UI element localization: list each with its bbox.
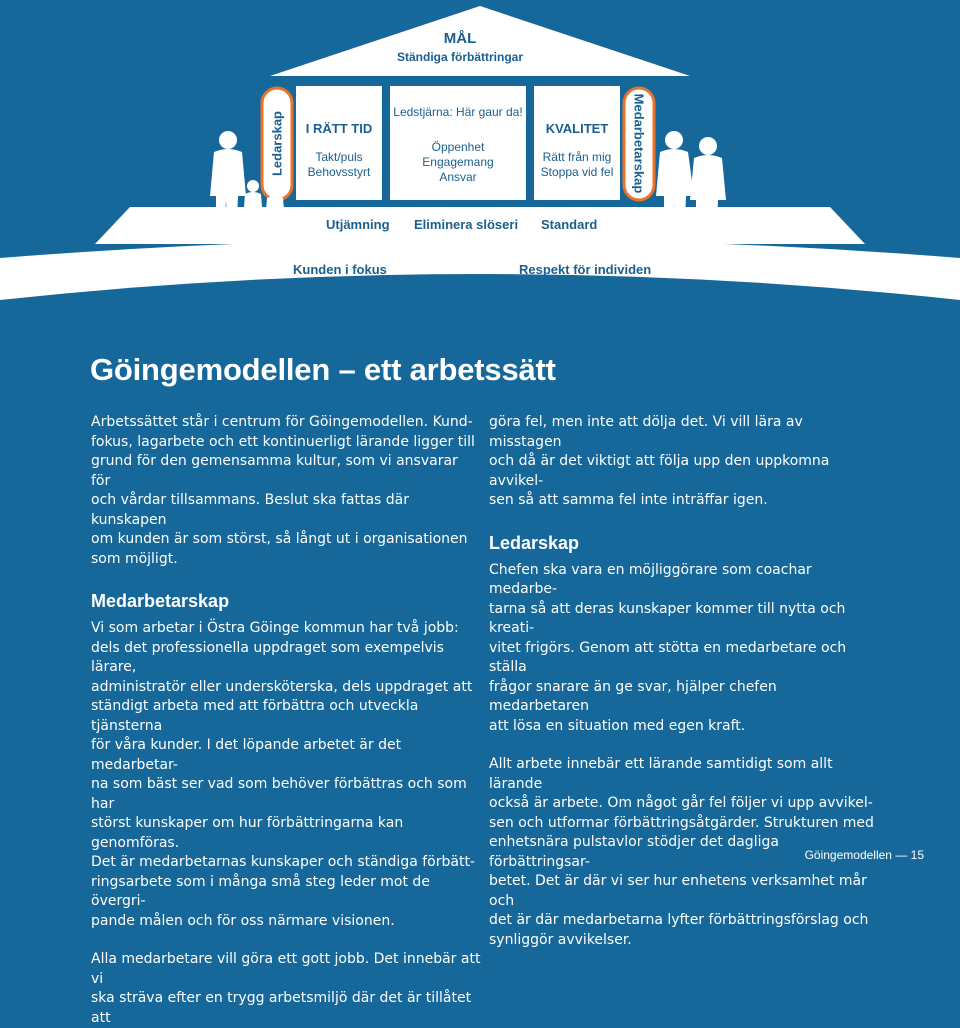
- text-line: tarna så att deras kunskaper kommer till nytta och kreati-: [489, 600, 846, 636]
- medarbetarskap-paragraph: [91, 619, 481, 931]
- roof-goal: [360, 30, 560, 65]
- text-line: enhetsnära pulstavlor stödjer det dagliga förbättringsar-: [489, 834, 779, 870]
- text-line: betet. Det är där vi ser hur enhetens verksamhet mår och: [489, 873, 867, 909]
- text-line: sen och utformar förbättringsåtgärder. Strukturen med: [489, 814, 874, 831]
- text-line: vitet frigörs. Genom att stötta en medarbetare och ställa: [489, 639, 847, 675]
- foundation-item: Standard: [541, 217, 598, 232]
- base-item: Kunden i fokus: [293, 262, 387, 277]
- pillar-kvalitet: [532, 121, 622, 180]
- pillar-line: Ansvar: [439, 170, 477, 184]
- text-line: Alla medarbetare vill göra ett gott jobb. Det innebär att vi: [91, 951, 481, 987]
- foundation-item: Utjämning: [326, 217, 390, 232]
- section-heading-ledarskap: Ledarskap: [489, 532, 580, 553]
- text-line: ringsarbete som i många små steg leder mot de övergri-: [91, 873, 430, 909]
- text-line: för våra kunder. I det löpande arbetet är det medarbetar-: [91, 737, 402, 773]
- text-line: och vårdar tillsammans. Beslut ska fattas där kunskapen: [91, 492, 410, 528]
- pillar-heading: I RÄTT TID: [305, 121, 373, 136]
- text-line: och då är det viktigt att följa upp den uppkomna avvikel-: [489, 453, 830, 489]
- article-title: Göingemodellen – ett arbetssätt: [90, 352, 556, 387]
- text-line: grund för den gemensamma kultur, som vi ansvarar för: [91, 453, 458, 489]
- text-line: störst kunskaper om hur förbättringarna kan genomföras.: [91, 815, 404, 851]
- ledarskap-paragraph: [489, 561, 879, 737]
- text-line: Allt arbete innebär ett lärande samtidigt som allt lärande: [489, 756, 833, 792]
- text-line: pande målen och för oss närmare visionen.: [91, 912, 395, 929]
- base-item: Respekt för individen: [519, 262, 652, 277]
- pillar-line: Behovsstyrt: [307, 165, 371, 179]
- left-column: [91, 413, 481, 1028]
- pillar-line: Stoppa vid fel: [540, 165, 614, 179]
- pillar-line: Rätt från mig: [542, 150, 612, 164]
- text-line: också är arbete. Om något går fel följer vi upp avvikel-: [489, 795, 873, 811]
- text-line: dels det professionella uppdraget som exempelvis lärare,: [91, 639, 444, 675]
- pillar-label-medarbetarskap: Medarbetarskap: [631, 93, 647, 194]
- text-line: synliggör avvikelser.: [489, 931, 632, 948]
- intro-paragraph: [91, 413, 481, 569]
- text-line: det är där medarbetarna lyfter förbättringsförslag och: [489, 912, 869, 928]
- pillar-line: Takt/puls: [315, 150, 363, 164]
- pillar-heading: KVALITET: [545, 121, 609, 136]
- medarbetarskap-paragraph-2: [91, 950, 481, 1028]
- text-line: fokus, lagarbete och ett kontinuerligt lärande ligger till: [91, 433, 475, 450]
- text-line: na som bäst ser vad som behöver förbättras och som har: [91, 776, 467, 812]
- pillar-i-ratt-tid: [296, 121, 382, 180]
- section-heading-medarbetarskap: Medarbetarskap: [91, 591, 230, 611]
- page-footer: Göingemodellen — 15: [804, 848, 924, 862]
- text-line: om kunden är som störst, så långt ut i organisationen: [91, 531, 468, 547]
- text-line: ständigt arbeta med att förbättra och utveckla tjänsterna: [91, 698, 419, 734]
- text-line: frågor snarare än ge svar, hjälper chefen medarbetaren: [489, 678, 777, 714]
- text-line: sen så att samma fel inte inträffar igen.: [489, 492, 768, 508]
- foundation-item: Eliminera slöseri: [414, 217, 519, 232]
- right-column: [489, 413, 879, 950]
- roof-title: MÅL: [443, 30, 477, 47]
- text-line: Det är medarbetarnas kunskaper och ständiga förbätt-: [91, 854, 475, 870]
- text-line: administratör eller undersköterska, dels uppdraget att: [91, 678, 473, 695]
- pillar-label-ledarskap: Ledarskap: [269, 110, 285, 177]
- text-line: ska sträva efter en trygg arbetsmiljö där det är tillåtet att: [91, 990, 472, 1026]
- pillar-line: Engagemang: [422, 155, 494, 169]
- text-line: att lösa en situation med egen kraft.: [489, 717, 746, 734]
- text-line: Arbetssättet står i centrum för Göingemodellen. Kund-: [91, 414, 473, 430]
- text-line: göra fel, men inte att dölja det. Vi vill lära av misstagen: [489, 414, 803, 450]
- text-line: Vi som arbetar i Östra Göinge kommun har två jobb:: [91, 620, 459, 636]
- pillar-heading: Ledstjärna: Här gaur da!: [393, 105, 523, 119]
- roof-subtitle: Ständiga förbättringar: [396, 50, 523, 64]
- base-arc: [0, 239, 960, 300]
- text-line: Chefen ska vara en möjliggörare som coachar medarbe-: [489, 561, 812, 597]
- text-line: som möjligt.: [91, 550, 178, 567]
- right-intro-paragraph: [489, 413, 879, 511]
- pillar-ledstjarna: [386, 105, 530, 185]
- pillar-line: Öppenhet: [431, 140, 485, 154]
